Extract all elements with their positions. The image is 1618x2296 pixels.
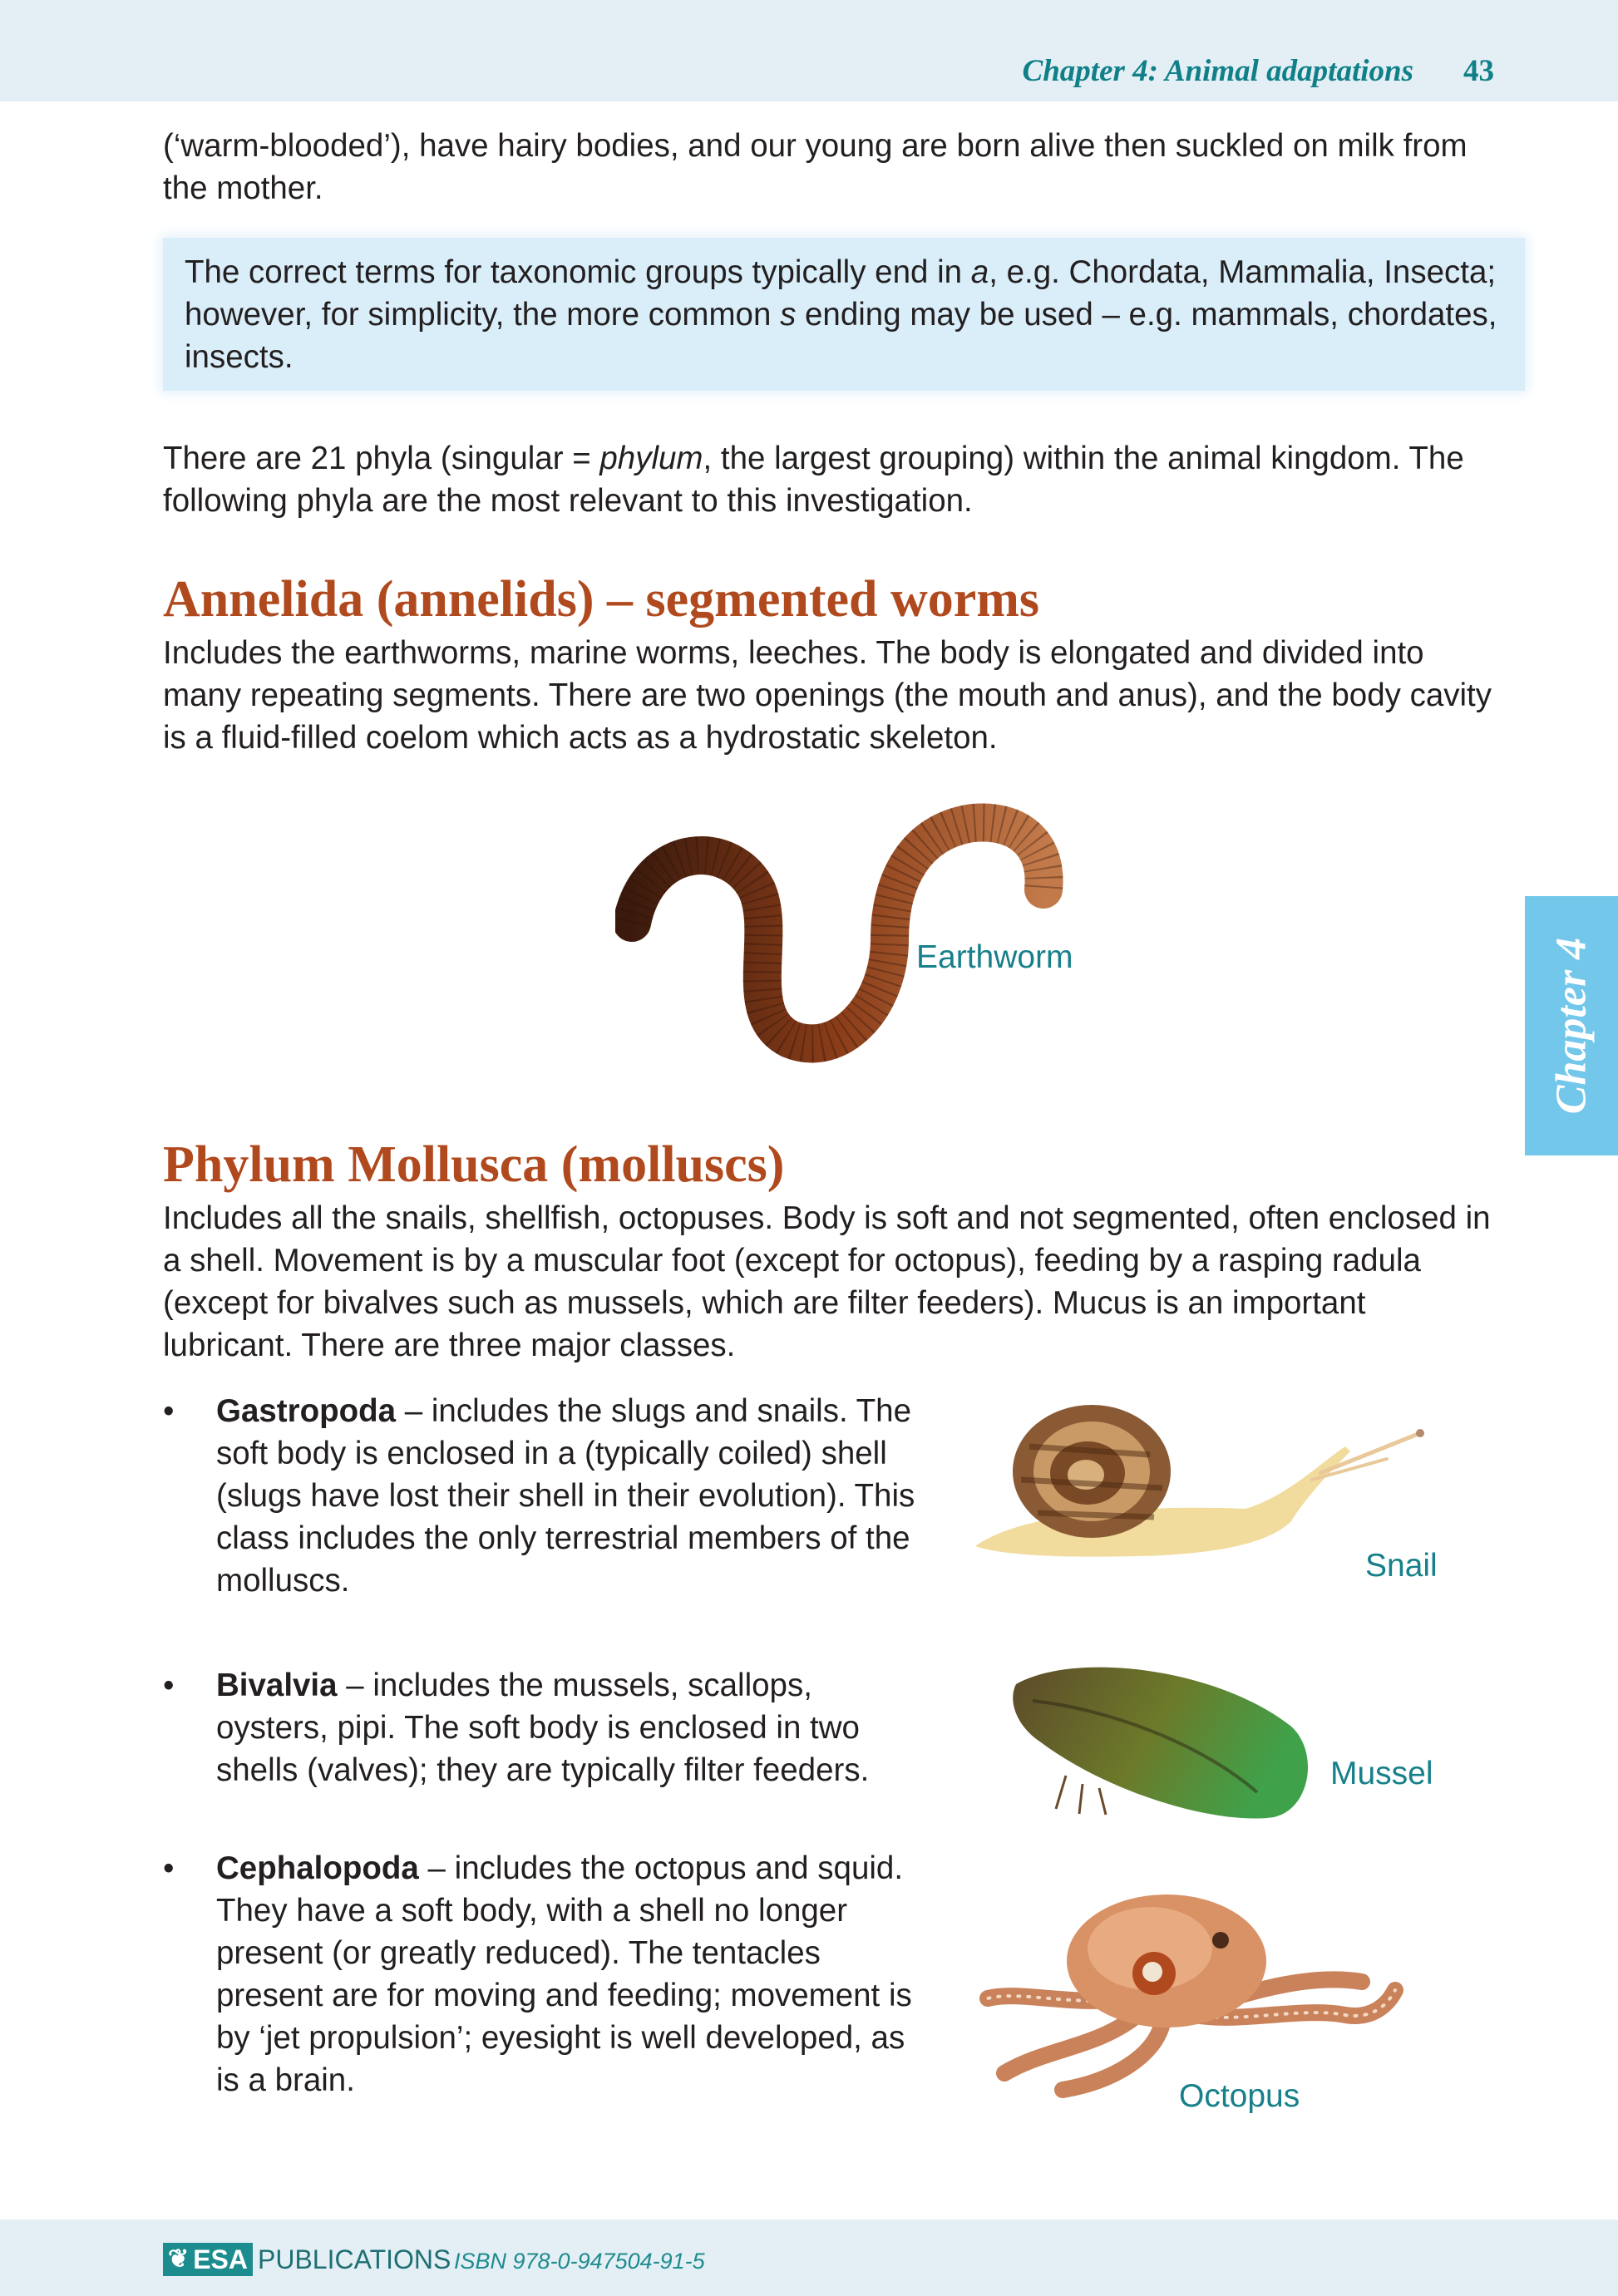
callout-italic-a: a	[970, 254, 989, 290]
logo-text: ESA	[193, 2244, 248, 2274]
phyla-intro-paragraph	[163, 437, 1493, 522]
mussel-image	[1008, 1651, 1315, 1825]
running-head: Chapter 4: Animal adaptations	[1022, 54, 1413, 88]
class-term: Bivalvia	[216, 1668, 338, 1703]
mollusca-paragraph: Includes all the snails, shellfish, octopuses. Body is soft and not segmented, often enclosed in a shell. Movement is by a muscular foot (except for octopus), feeding by a rasping radula (except for bivalves such as mussels, which are filter feeders). Mucus is an important lubricant. There are three major classes.	[163, 1200, 1491, 1363]
callout-text-part: ending may be used – e.g. mammals, chordates, insects.	[185, 297, 1497, 375]
class-description: – includes the mussels, scallops, oysters, pipi. The soft body is enclosed in two shells (valves); they are typically filter feeders.	[216, 1668, 870, 1788]
class-term: Gastropoda	[216, 1393, 397, 1429]
chapter-tab-label: Chapter 4	[1547, 937, 1596, 1115]
bullet-marker: •	[163, 1393, 175, 1429]
intro-paragraph: (‘warm-blooded’), have hairy bodies, and our young are born alive then suckled on milk from the mother.	[163, 128, 1468, 206]
snail-caption: Snail	[1365, 1548, 1438, 1584]
snail-image	[971, 1397, 1437, 1571]
chapter-tab[interactable]	[1525, 896, 1618, 1155]
cephalopoda-text	[216, 1847, 923, 2101]
page-number: 43	[1463, 54, 1494, 88]
mollusca-heading: Phylum Mollusca (molluscs)	[163, 1136, 785, 1193]
list-item	[163, 1847, 911, 2101]
phyla-text-part: There are 21 phyla (singular =	[163, 441, 600, 476]
callout-text-part: The correct terms for taxonomic groups typically end in	[185, 254, 971, 290]
class-description: – includes the octopus and squid. They have a soft body, with a shell no longer present (or greatly reduced). The tentacles present are for moving and feeding; movement is by ‘jet propulsion’; eyesight is well developed, as is a brain.	[216, 1850, 912, 2098]
list-item	[163, 1664, 911, 1791]
publisher-name: PUBLICATIONS	[258, 2244, 451, 2274]
phylum-term: phylum	[599, 441, 703, 476]
bivalvia-text	[216, 1664, 923, 1791]
fern-icon: ❦	[168, 2245, 190, 2273]
gastropoda-text	[216, 1390, 923, 1602]
earthworm-caption: Earthworm	[916, 939, 1073, 975]
callout-box	[163, 238, 1525, 391]
bullet-marker: •	[163, 1850, 175, 1886]
class-description: – includes the slugs and snails. The soft body is enclosed in a (typically coiled) shell (slugs have lost their shell in their evolution). This class includes the only terrestrial members of the molluscs.	[216, 1393, 915, 1599]
callout-text-part: , e.g. Chordata, Mammalia, Insecta; however, for simplicity, the more common	[185, 254, 1497, 333]
phyla-text-part: , the largest grouping) within the animal kingdom. The following phyla are the most relevant to this investigation.	[163, 441, 1464, 519]
callout-italic-s: s	[780, 297, 797, 333]
earthworm-image	[615, 790, 1064, 1064]
annelida-paragraph: Includes the earthworms, marine worms, leeches. The body is elongated and divided into many repeating segments. There are two openings (the mouth and anus), and the body cavity is a fluid-filled coelom which acts as a hydrostatic skeleton.	[163, 635, 1492, 756]
esa-logo	[163, 2243, 253, 2276]
callout-text	[163, 238, 1525, 378]
annelida-heading: Annelida (annelids) – segmented worms	[163, 571, 1040, 628]
octopus-image	[971, 1882, 1412, 2098]
mussel-caption: Mussel	[1330, 1756, 1433, 1791]
bullet-marker: •	[163, 1668, 175, 1703]
class-term: Cephalopoda	[216, 1850, 419, 1886]
isbn: ISBN 978-0-947504-91-5	[454, 2249, 705, 2274]
list-item	[163, 1390, 915, 1602]
octopus-caption: Octopus	[1179, 2078, 1300, 2114]
